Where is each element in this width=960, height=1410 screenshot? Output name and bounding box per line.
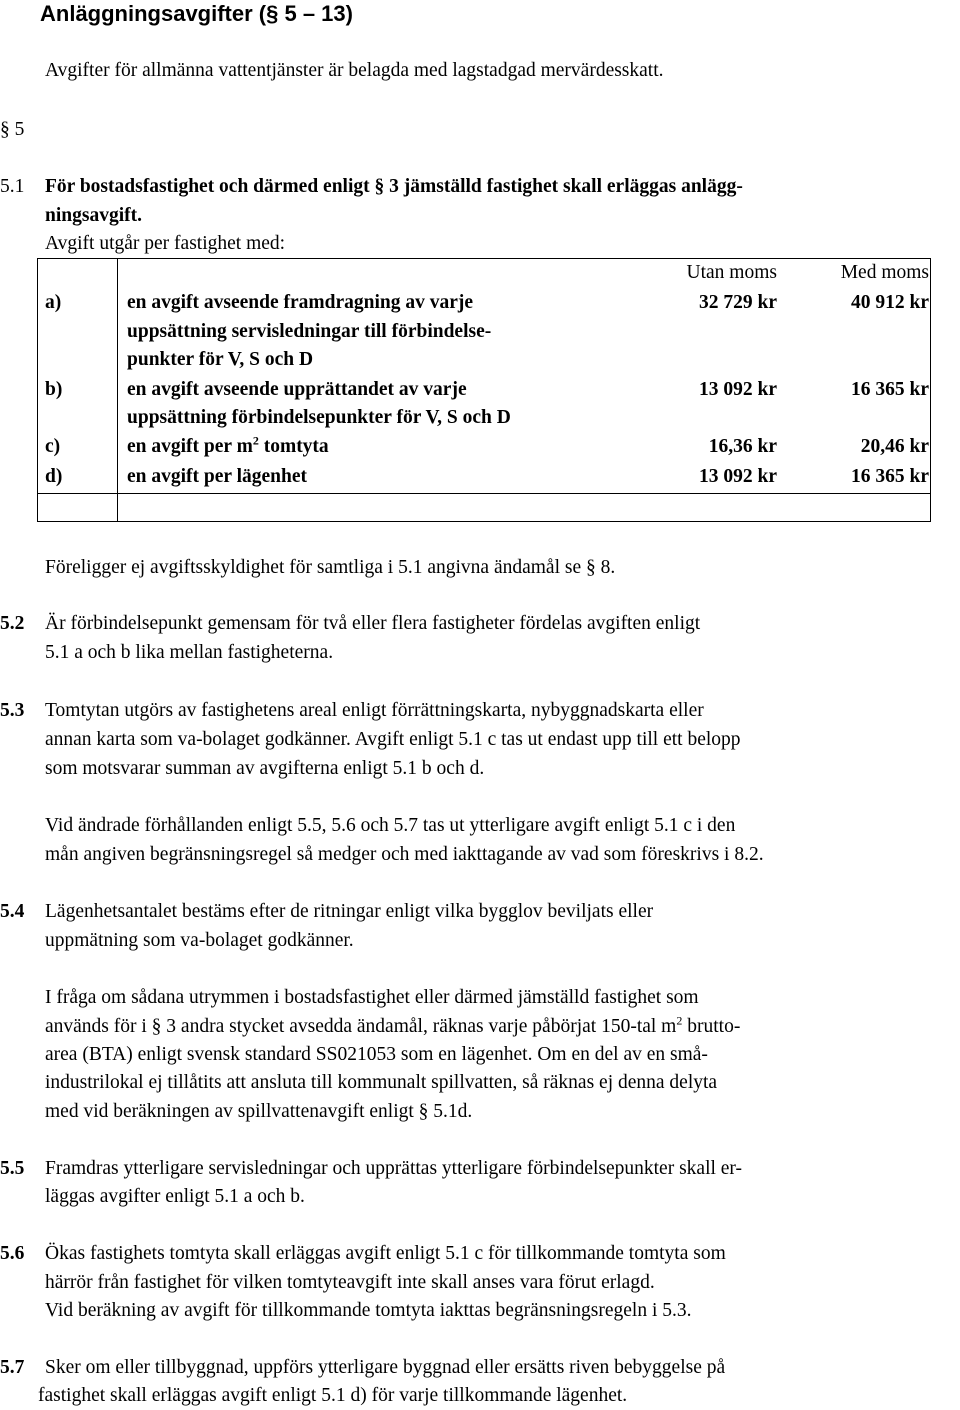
section-5-3-para2-line-2: mån angiven begränsningsregel så medger och med iakttagande av vad som föreskrivs i 8.2.	[45, 844, 764, 865]
section-5-5-number: 5.5	[0, 1158, 25, 1179]
row-c-incl-vat: 20,46 kr	[860, 436, 929, 457]
no-fee-note: Föreligger ej avgiftsskyldighet för samtliga i 5.1 angivna ändamål se § 8.	[45, 557, 616, 578]
section-5-4-para2-line-3: area (BTA) enligt svensk standard SS021053 som en lägenhet. Om en del av en små-	[45, 1044, 708, 1065]
row-d-text: en avgift per lägenhet	[127, 466, 307, 487]
header-excl-vat: Utan moms	[686, 262, 777, 283]
section-5-4-sup: 2	[676, 1013, 683, 1028]
header-incl-vat: Med moms	[840, 262, 929, 283]
section-5-6-line-3: Vid beräkning av avgift för tillkommande tomtyta iakttas begränsningsregeln i 5.3.	[45, 1300, 692, 1321]
page-title: Anläggningsavgifter (§ 5 – 13)	[40, 1, 353, 26]
section-5-3-para2-line-1: Vid ändrade förhållanden enligt 5.5, 5.6 och 5.7 tas ut ytterligare avgift enligt 5.1 c i den	[45, 815, 736, 836]
row-a-excl-vat: 32 729 kr	[699, 292, 777, 313]
section-5-1-number: 5.1	[0, 176, 25, 197]
vat-note: Avgifter för allmänna vattentjänster är belagda med lagstadgad mervärdesskatt.	[45, 60, 664, 81]
row-d-label: d)	[45, 466, 63, 487]
table-border-top	[37, 258, 931, 259]
fee-table	[37, 258, 931, 522]
section-5-1-line-1: För bostadsfastighet och därmed enligt § 3 jämställd fastighet skall erläggas anlägg-	[45, 176, 743, 197]
section-5-4-para2-line-4: industrilokal ej tillåtits att ansluta till kommunalt spillvatten, så räknas ej denna delyta	[45, 1072, 718, 1093]
section-5-heading: § 5	[0, 119, 25, 140]
row-c-text-before: en avgift per m	[127, 436, 253, 457]
section-5-2-line-1: Är förbindelsepunkt gemensam för två eller flera fastigheter fördelas avgiften enligt	[45, 613, 701, 634]
table-column-divider	[117, 258, 118, 522]
section-5-3-line-2: annan karta som va-bolaget godkänner. Avgift enligt 5.1 c tas ut endast upp till ett belopp	[45, 729, 741, 750]
section-5-5-line-2: läggas avgifter enligt 5.1 a och b.	[45, 1186, 305, 1207]
section-5-4-para2-line-1: I fråga om sådana utrymmen i bostadsfastighet eller därmed jämställd fastighet som	[45, 987, 699, 1008]
table-border-right	[930, 258, 931, 522]
section-5-3-number: 5.3	[0, 700, 25, 721]
row-c-text-after: tomtyta	[258, 436, 329, 457]
section-5-2-line-2: 5.1 a och b lika mellan fastigheterna.	[45, 642, 334, 663]
section-5-7-number: 5.7	[0, 1357, 25, 1378]
section-5-6-line-2: härrör från fastighet för vilken tomtyteavgift inte skall anses vara förut erlagd.	[45, 1272, 655, 1293]
section-5-1-line-2: ningsavgift.	[45, 205, 142, 226]
section-5-4-line-1: Lägenhetsantalet bestäms efter de ritningar enligt vilka bygglov beviljats eller	[45, 901, 654, 922]
row-a-text-3: punkter för V, S och D	[127, 349, 314, 370]
row-c-label: c)	[45, 436, 61, 457]
section-5-4-para2-line-5: med vid beräkningen av spillvattenavgift enligt § 5.1d.	[45, 1101, 473, 1122]
row-b-incl-vat: 16 365 kr	[851, 379, 929, 400]
section-5-4-para2-line-2	[45, 1013, 741, 1038]
row-d-excl-vat: 13 092 kr	[699, 466, 777, 487]
row-a-text-2: uppsättning servisledningar till förbindelse-	[127, 321, 492, 342]
section-5-4-para2-line-2-before: används för i § 3 andra stycket avsedda ändamål, räknas varje påbörjat 150-tal m	[45, 1016, 677, 1037]
section-5-4-number: 5.4	[0, 901, 25, 922]
row-c-text	[127, 433, 329, 458]
section-5-6-line-1: Ökas fastighets tomtyta skall erläggas avgift enligt 5.1 c för tillkommande tomtyta som	[45, 1243, 726, 1264]
section-5-7-line-2: fastighet skall erläggas avgift enligt 5.1 d) för varje tillkommande lägenhet.	[38, 1385, 628, 1406]
section-5-4-line-2: uppmätning som va-bolaget godkänner.	[45, 930, 354, 951]
row-a-label: a)	[45, 292, 62, 313]
fee-intro: Avgift utgår per fastighet med:	[45, 233, 286, 254]
row-b-label: b)	[45, 379, 63, 400]
section-5-5-line-1: Framdras ytterligare servisledningar och upprättas ytterligare förbindelsepunkter skall er-	[45, 1158, 743, 1179]
section-5-3-line-1: Tomtytan utgörs av fastighetens areal enligt förrättningskarta, nybyggnadskarta eller	[45, 700, 704, 721]
table-border-left	[37, 258, 38, 522]
section-5-3-line-3: som motsvarar summan av avgifterna enligt 5.1 b och d.	[45, 758, 485, 779]
section-5-2-number: 5.2	[0, 613, 25, 634]
row-a-incl-vat: 40 912 kr	[851, 292, 929, 313]
table-border-bottom	[37, 521, 931, 522]
table-row-divider	[37, 493, 931, 494]
row-b-text-2: uppsättning förbindelsepunkter för V, S och D	[127, 407, 511, 428]
section-5-4-para2-line-2-after: brutto-	[682, 1016, 741, 1037]
section-5-7-line-1: Sker om eller tillbyggnad, uppförs ytterligare byggnad eller ersätts riven bebyggelse på	[45, 1357, 726, 1378]
row-c-excl-vat: 16,36 kr	[708, 436, 777, 457]
row-b-excl-vat: 13 092 kr	[699, 379, 777, 400]
row-a-text-1: en avgift avseende framdragning av varje	[127, 292, 474, 313]
section-5-6-number: 5.6	[0, 1243, 25, 1264]
row-c-sup: 2	[252, 433, 259, 448]
row-b-text-1: en avgift avseende upprättandet av varje	[127, 379, 467, 400]
row-d-incl-vat: 16 365 kr	[851, 466, 929, 487]
